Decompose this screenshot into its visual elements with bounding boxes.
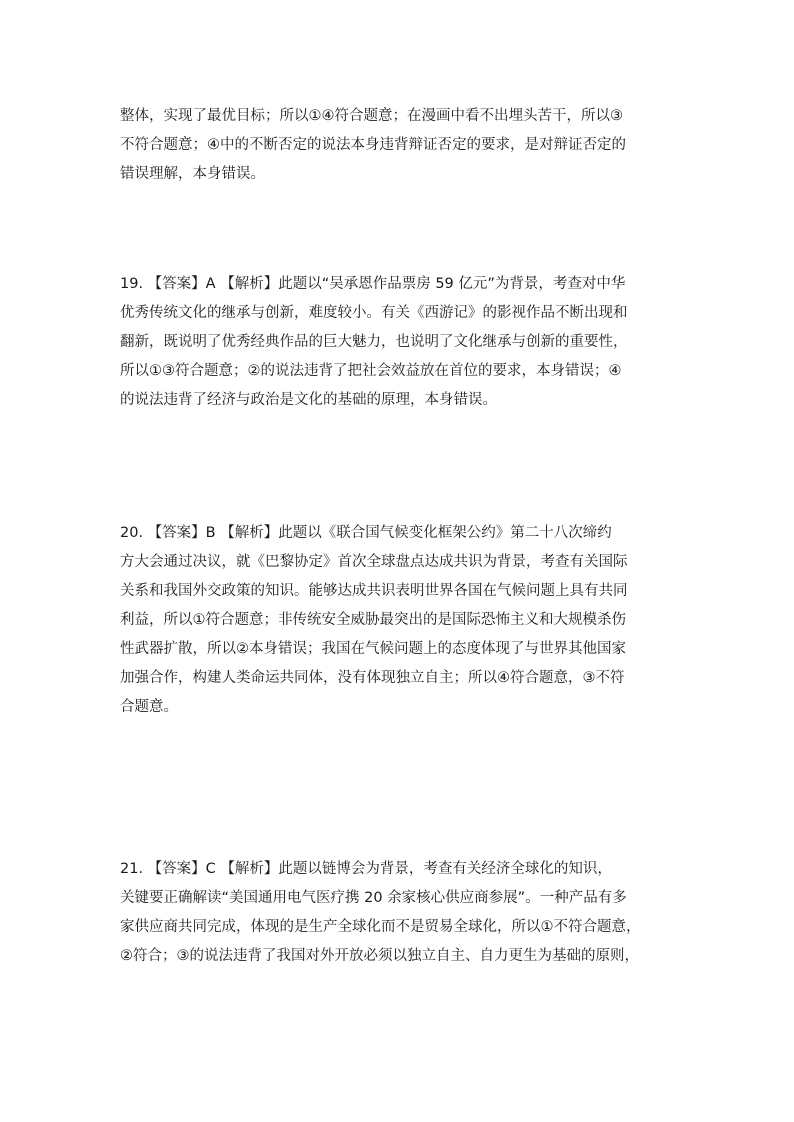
text-line: 的说法违背了经济与政治是文化的基础的原理，本身错误。 [120,392,497,408]
text-line: 性武器扩散，所以②本身错误；我国在气候问题上的态度体现了与世界其他国家 [120,641,626,657]
text-line: 家供应商共同完成，体现的是生产全球化而不是贸易全球化，所以①不符合题意， [120,919,641,935]
text-line: ②符合；③的说法违背了我国对外开放必须以独立自主、自力更生为基础的原则， [120,948,639,964]
text-line: 合题意。 [120,699,178,715]
text-line: 利益，所以①符合题意；非传统安全威胁最突出的是国际恐怖主义和大规模杀伤 [120,612,626,628]
text-line: 20. 【答案】B 【解析】此题以《联合国气候变化框架公约》第二十八次缔约 [120,525,612,541]
text-line: 19. 【答案】A 【解析】此题以“吴承恩作品票房 59 亿元”为背景，考查对中华 [120,276,626,292]
text-line: 方大会通过决议，就《巴黎协定》首次全球盘点达成共识为背景，考查有关国际 [120,554,628,570]
text-line: 关系和我国外交政策的知识。能够达成共识表明世界各国在气候问题上具有共同 [120,583,628,599]
text-line: 优秀传统文化的继承与创新，难度较小。有关《西游记》的影视作品不断出现和 [120,305,628,321]
text-line: 所以①③符合题意；②的说法违背了把社会效益放在首位的要求，本身错误；④ [120,363,622,379]
text-line: 加强合作，构建人类命运共同体，没有体现独立自主；所以④符合题意，③不符 [120,670,625,686]
text-line: 错误理解，本身错误。 [120,166,265,182]
text-line: 关键要正确解读“美国通用电气医疗携 20 余家核心供应商参展”。一种产品有多 [120,890,627,906]
text-line: 翻新，既说明了优秀经典作品的巨大魅力，也说明了文化继承与创新的重要性， [120,334,628,350]
explanation-paragraph-continued [120,102,680,189]
text-line: 21. 【答案】C 【解析】此题以链博会为背景，考查有关经济全球化的知识， [120,861,612,877]
text-line: 不符合题意；④中的不断否定的说法本身违背辩证否定的要求，是对辩证否定的 [120,137,626,153]
answer-paragraph-20 [120,519,680,722]
answer-paragraph-21 [120,855,680,971]
answer-paragraph-19 [120,270,680,415]
text-line: 整体，实现了最优目标；所以①④符合题意；在漫画中看不出埋头苦干，所以③ [120,108,623,124]
